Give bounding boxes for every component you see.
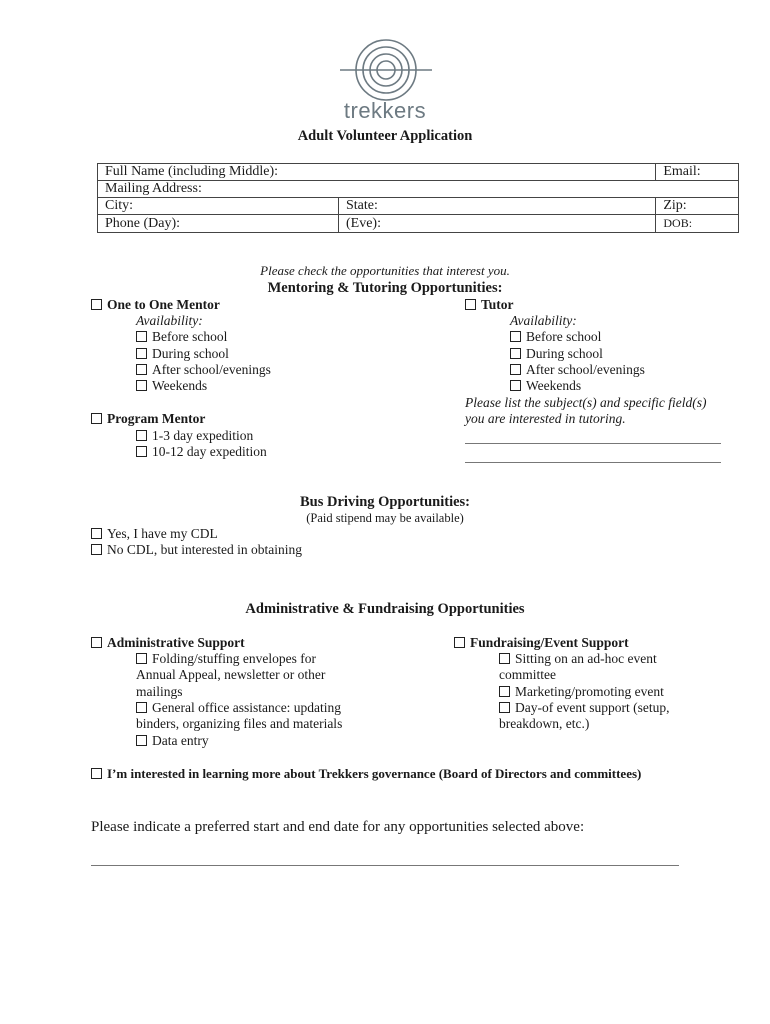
checkbox[interactable] [499,686,510,697]
day-of-event-option[interactable]: Day-of event support (setup, breakdown, etc.) [499,700,670,732]
checkbox[interactable] [136,653,147,664]
checkbox[interactable] [91,528,102,539]
checkbox[interactable] [136,735,147,746]
checkbox[interactable] [136,331,147,342]
expedition-1-3-day[interactable]: 1-3 day expedition [136,428,253,444]
tutor-option[interactable]: Tutor [465,297,514,313]
mentor-during-school[interactable]: During school [136,346,229,362]
checkbox[interactable] [136,446,147,457]
data-entry-option[interactable]: Data entry [136,733,209,749]
mentor-before-school[interactable]: Before school [136,329,227,345]
contact-info-table [97,163,739,233]
opportunities-intro: Please check the opportunities that interest you. [260,263,510,278]
checkbox[interactable] [136,348,147,359]
marketing-event-option[interactable]: Marketing/promoting event [499,684,664,700]
tutor-subjects-prompt-cont: you are interested in tutoring. [465,411,626,426]
mentoring-heading: Mentoring & Tutoring Opportunities: [267,280,503,296]
dob-field[interactable]: DOB: [656,215,739,233]
mailing-address-field[interactable]: Mailing Address: [98,181,739,198]
checkbox[interactable] [510,331,521,342]
admin-fundraising-heading: Administrative & Fundraising Opportunities [245,601,525,617]
brand-name: trekkers [343,98,427,123]
checkbox[interactable] [136,380,147,391]
checkbox[interactable] [136,364,147,375]
checkbox[interactable] [510,364,521,375]
trekkers-logo [336,34,436,106]
tutor-before-school[interactable]: Before school [510,329,601,345]
checkbox[interactable] [136,702,147,713]
no-cdl-option[interactable]: No CDL, but interested in obtaining [91,542,302,558]
one-to-one-mentor-option[interactable]: One to One Mentor [91,297,220,313]
general-office-option[interactable]: General office assistance: updating binders, organizing files and materials [136,700,343,732]
page-title: Adult Volunteer Application [297,128,473,144]
has-cdl-option[interactable]: Yes, I have my CDL [91,526,218,542]
checkbox[interactable] [91,768,102,779]
tutor-weekends[interactable]: Weekends [510,378,581,394]
checkbox[interactable] [91,299,102,310]
mentor-after-school[interactable]: After school/evenings [136,362,271,378]
state-field[interactable]: State: [339,198,656,215]
checkbox[interactable] [136,430,147,441]
tutor-subject-line[interactable] [465,443,721,444]
email-field[interactable]: Email: [656,164,739,181]
tutor-during-school[interactable]: During school [510,346,603,362]
folding-envelopes-option[interactable]: Folding/stuffing envelopes for Annual Appeal, newsletter or other mailings [136,651,326,699]
stipend-note: (Paid stipend may be available) [306,511,464,525]
zip-field[interactable]: Zip: [656,198,739,215]
mentor-weekends[interactable]: Weekends [136,378,207,394]
checkbox[interactable] [499,702,510,713]
tutor-subject-line[interactable] [465,462,721,463]
checkbox[interactable] [91,544,102,555]
checkbox[interactable] [91,637,102,648]
checkbox[interactable] [499,653,510,664]
tutor-subjects-prompt: Please list the subject(s) and specific field(s) [465,395,707,410]
availability-label: Availability: [136,313,203,328]
governance-option[interactable]: I’m interested in learning more about Trekkers governance (Board of Directors and committees) [91,766,641,782]
adhoc-committee-option[interactable]: Sitting on an ad-hoc event committee [499,651,657,683]
preferred-dates-line[interactable] [91,865,679,866]
checkbox[interactable] [510,380,521,391]
expedition-10-12-day[interactable]: 10-12 day expedition [136,444,267,460]
preferred-dates-prompt: Please indicate a preferred start and end date for any opportunities selected above: [91,819,585,835]
bus-driving-heading: Bus Driving Opportunities: [300,494,470,510]
checkbox[interactable] [510,348,521,359]
checkbox[interactable] [91,413,102,424]
fundraising-event-support-option[interactable]: Fundraising/Event Support [454,635,629,651]
administrative-support-option[interactable]: Administrative Support [91,635,245,651]
phone-eve-field[interactable]: (Eve): [339,215,656,233]
program-mentor-option[interactable]: Program Mentor [91,411,205,427]
city-field[interactable]: City: [98,198,339,215]
checkbox[interactable] [465,299,476,310]
full-name-field[interactable]: Full Name (including Middle): [98,164,656,181]
availability-label: Availability: [510,313,577,328]
tutor-after-school[interactable]: After school/evenings [510,362,645,378]
phone-day-field[interactable]: Phone (Day): [98,215,339,233]
checkbox[interactable] [454,637,465,648]
